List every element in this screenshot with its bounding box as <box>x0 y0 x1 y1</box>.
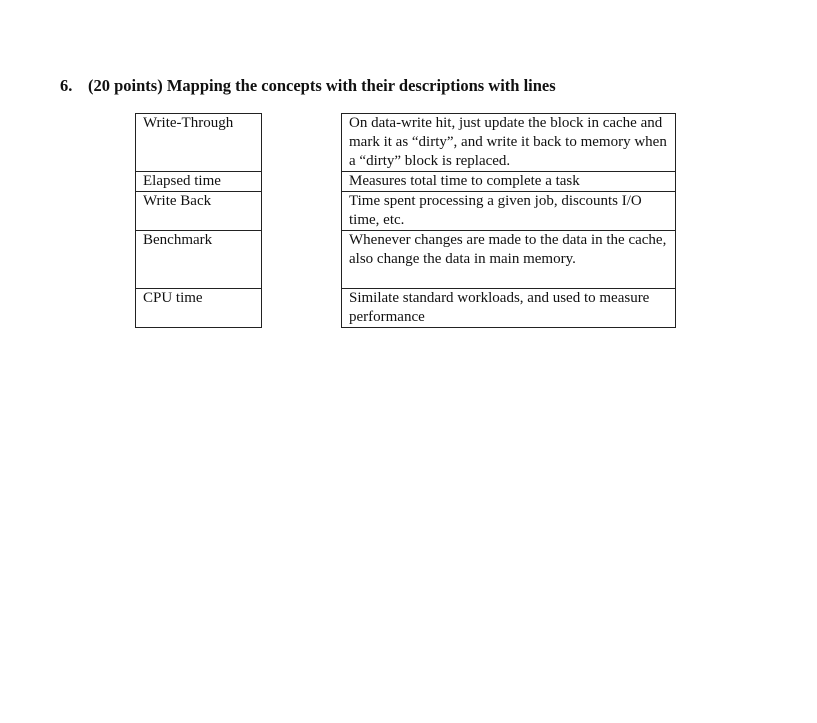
concepts-table <box>135 113 262 328</box>
question-number: 6. <box>60 76 73 95</box>
question-text: (20 points) Mapping the concepts with their descriptions with lines <box>88 76 556 95</box>
description-cell: On data-write hit, just update the block in cache and mark it as “dirty”, and write it back to memory when a “dirty” block is replaced. <box>342 114 676 172</box>
description-cell: Similate standard workloads, and used to measure performance <box>342 289 676 328</box>
description-cell: Time spent processing a given job, discounts I/O time, etc. <box>342 192 676 231</box>
description-cell: Whenever changes are made to the data in the cache, also change the data in main memory. <box>342 231 676 289</box>
concept-cell: Write Back <box>136 192 262 231</box>
question-heading <box>60 76 556 96</box>
concept-cell: CPU time <box>136 289 262 328</box>
concept-cell: Elapsed time <box>136 172 262 192</box>
concept-cell: Benchmark <box>136 231 262 289</box>
concept-cell: Write-Through <box>136 114 262 172</box>
description-cell: Measures total time to complete a task <box>342 172 676 192</box>
descriptions-table <box>341 113 676 328</box>
